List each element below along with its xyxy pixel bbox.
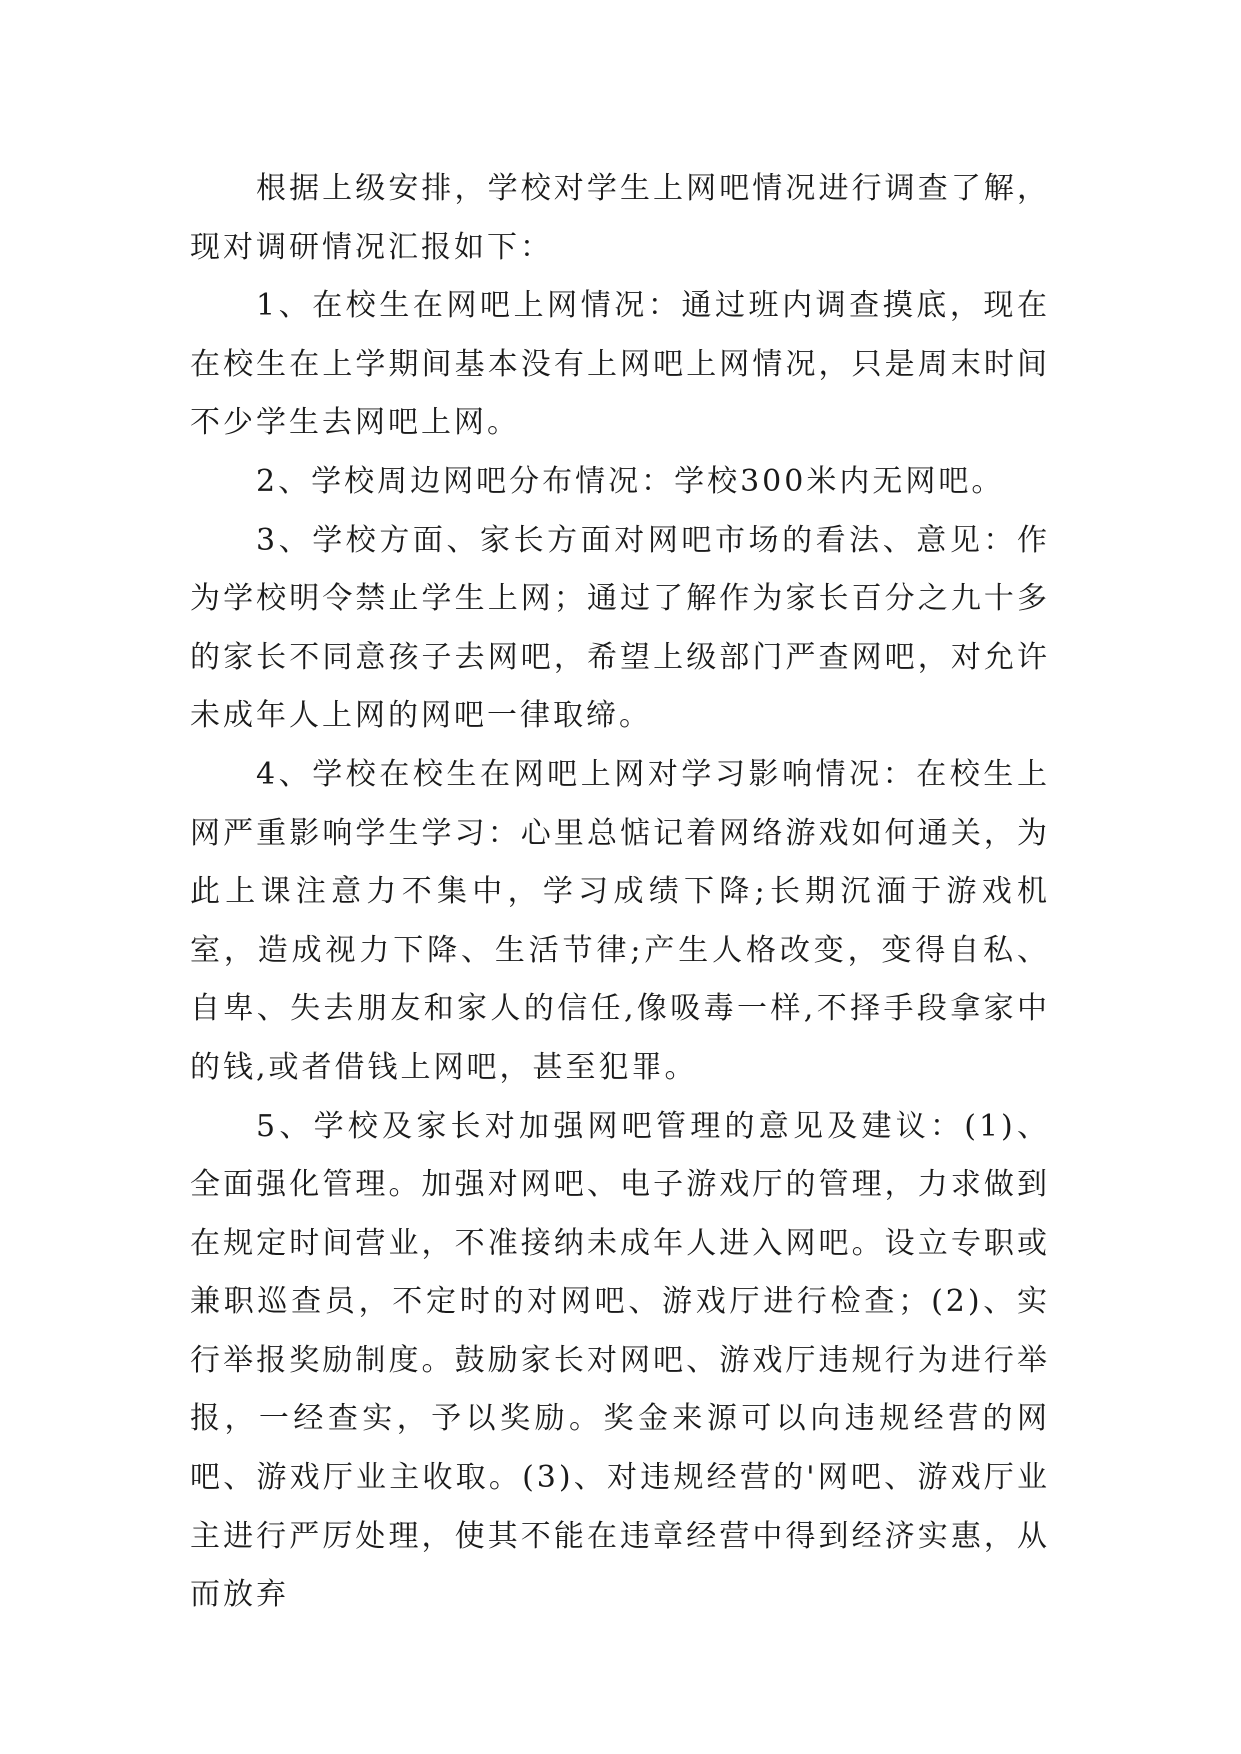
- paragraph-item-2: 2、学校周边网吧分布情况：学校300米内无网吧。: [256, 463, 1005, 499]
- paragraph-item-4: 4、学校在校生在网吧上网对学习影响情况：在校生上网严重影响学生学习：心里总惦记着网络游戏如何通关，为此上课注意力不集中，学习成绩下降;长期沉湎于游戏机室，造成视力下降、生活节律;产生人格改变，变得自私、自卑、失去朋友和家人的信任,像吸毒一样,不择手段拿家中的钱,或者借钱上网吧，甚至犯罪。: [190, 756, 1050, 1085]
- document-body: [190, 160, 1050, 1625]
- paragraph-item-1: 1、在校生在网吧上网情况：通过班内调查摸底，现在在校生在上学期间基本没有上网吧上网情况，只是周末时间不少学生去网吧上网。: [190, 288, 1050, 441]
- paragraph-item-3: 3、学校方面、家长方面对网吧市场的看法、意见：作为学校明令禁止学生上网；通过了解作为家长百分之九十多的家长不同意孩子去网吧，希望上级部门严查网吧，对允许未成年人上网的网吧一律取缔。: [190, 522, 1050, 734]
- paragraph-item-5: 5、学校及家长对加强网吧管理的意见及建议：(1)、全面强化管理。加强对网吧、电子游戏厅的管理，力求做到在规定时间营业，不准接纳未成年人进入网吧。设立专职或兼职巡查员，不定时的对网吧、游戏厅进行检查；(2)、实行举报奖励制度。鼓励家长对网吧、游戏厅违规行为进行举报，一经查实，予以奖励。奖金来源可以向违规经营的网吧、游戏厅业主收取。(3)、对违规经营的'网吧、游戏厅业主进行严厉处理，使其不能在违章经营中得到经济实惠，从而放弃: [190, 1108, 1050, 1613]
- paragraph-intro: 根据上级安排，学校对学生上网吧情况进行调查了解，现对调研情况汇报如下：: [190, 171, 1050, 265]
